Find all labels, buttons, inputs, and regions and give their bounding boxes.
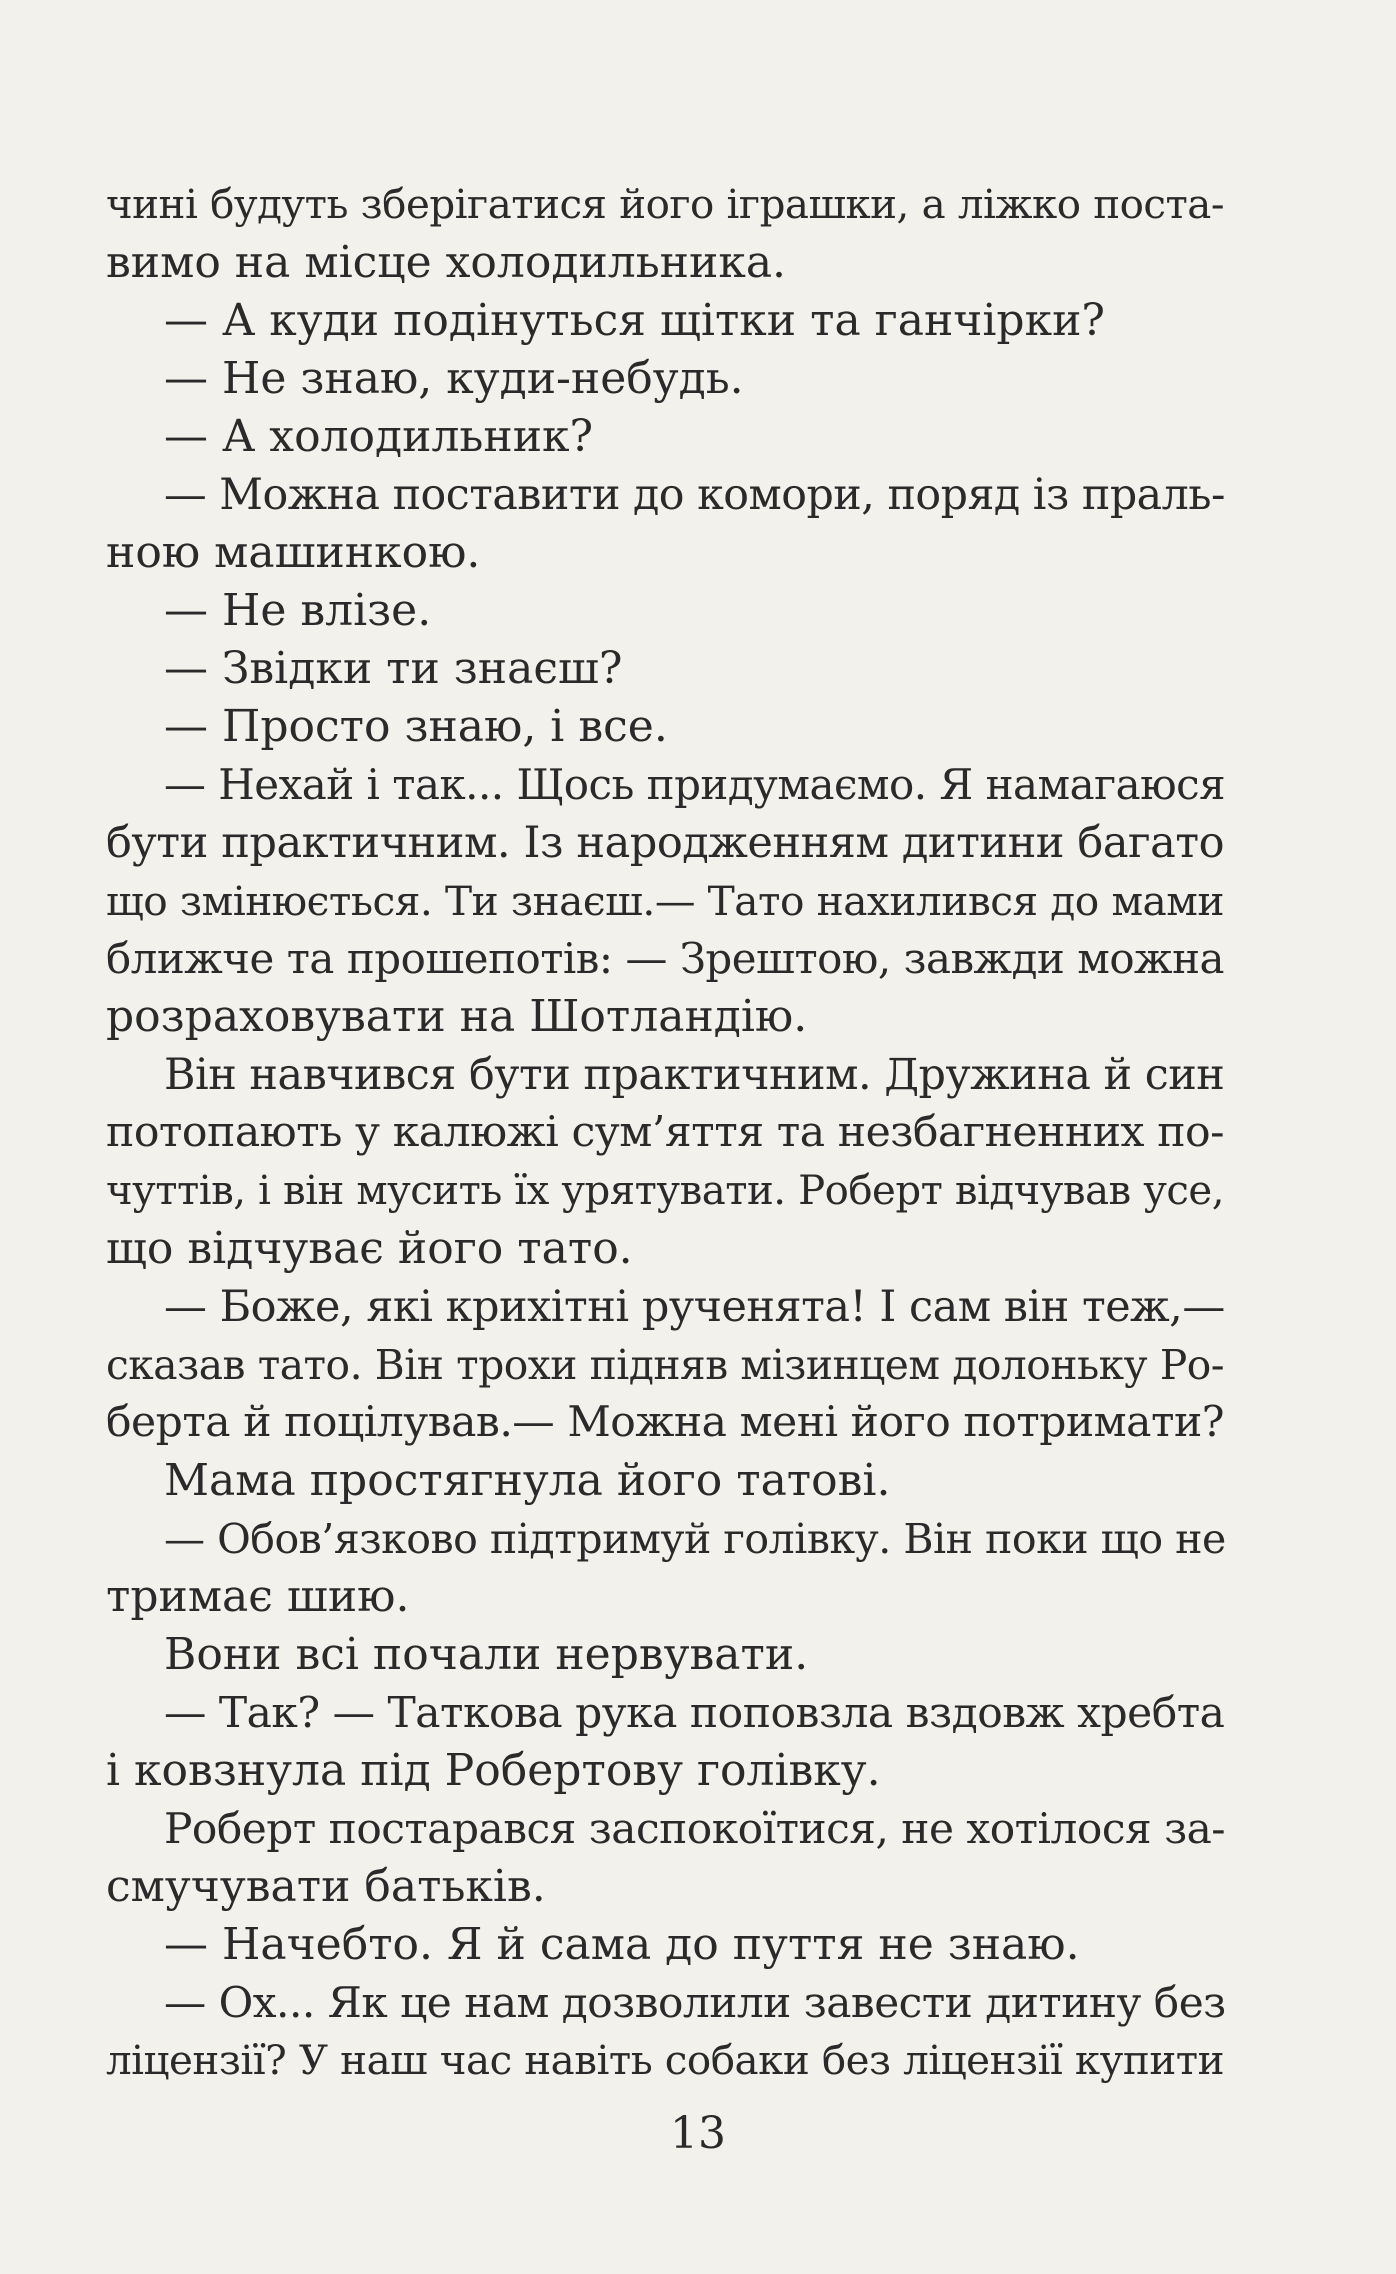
page-number: 13	[670, 2108, 726, 2159]
text-line: — А холодильник?	[164, 411, 594, 462]
text-line: чуттів, і він мусить їх урятувати. Роберт відчував усе,	[106, 1168, 1224, 1214]
text-line: — Звідки ти знаєш?	[164, 643, 623, 694]
text-line: що змінюється. Ти знаєш.— Тато нахилився до мами	[106, 877, 1224, 925]
text-line: потопають у калюжі сум’яття та незбагненних по-	[106, 1108, 1224, 1157]
text-line: бути практичним. Із народженням дитини багато	[106, 818, 1224, 868]
text-line: — Ох... Як це нам дозволили завести дитину без	[164, 1978, 1226, 2027]
text-line: — Можна поставити до комори, поряд із праль-	[164, 470, 1225, 520]
text-line: ною машинкою.	[106, 527, 481, 578]
text-line: — Нехай і так... Щось придумаємо. Я намагаюся	[164, 760, 1226, 809]
text-line: — А куди подінуться щітки та ганчірки?	[164, 295, 1106, 346]
text-line: сказав тато. Він трохи підняв мізинцем долоньку Ро-	[106, 1341, 1224, 1389]
text-line: Він навчився бути практичним. Дружина й син	[164, 1050, 1225, 1100]
text-line: — Боже, які крихітні рученята! І сам він теж,—	[164, 1282, 1225, 1332]
text-line: ліцензії? У наш час навіть собаки без ліцензії купити	[106, 2037, 1224, 2084]
text-line: — Просто знаю, і все.	[164, 701, 668, 752]
text-line: Мама простягнула його татові.	[164, 1455, 891, 1506]
text-line: — Не знаю, куди-небудь.	[164, 353, 744, 404]
text-line: і ковзнула під Робертову голівку.	[106, 1745, 881, 1796]
text-line: розраховувати на Шотландію.	[106, 991, 808, 1042]
text-line: вимо на місце холодильника.	[106, 237, 787, 288]
text-line: тримає шию.	[106, 1571, 410, 1622]
text-line: берта й поцілував.— Можна мені його потримати?	[106, 1398, 1224, 1447]
text-line: що відчуває його тато.	[106, 1223, 633, 1274]
text-line: Вони всі почали нервувати.	[164, 1629, 809, 1680]
text-line: — Так? — Таткова рука поповзла вздовж хребта	[164, 1688, 1225, 1737]
text-line: чині будуть зберігатися його іграшки, а ліжко поста-	[106, 181, 1224, 228]
text-line: смучувати батьків.	[106, 1861, 546, 1912]
text-line: — Начебто. Я й сама до пуття не знаю.	[164, 1919, 1080, 1970]
text-line: ближче та прошепотів: — Зрештою, завжди можна	[106, 934, 1224, 983]
body-text	[106, 176, 1224, 2090]
text-line: — Не влізе.	[164, 585, 432, 636]
text-line: — Обов’язково підтримуй голівку. Він поки що не	[164, 1515, 1226, 1563]
text-line: Роберт постарався заспокоїтися, не хотілося за-	[164, 1804, 1226, 1853]
